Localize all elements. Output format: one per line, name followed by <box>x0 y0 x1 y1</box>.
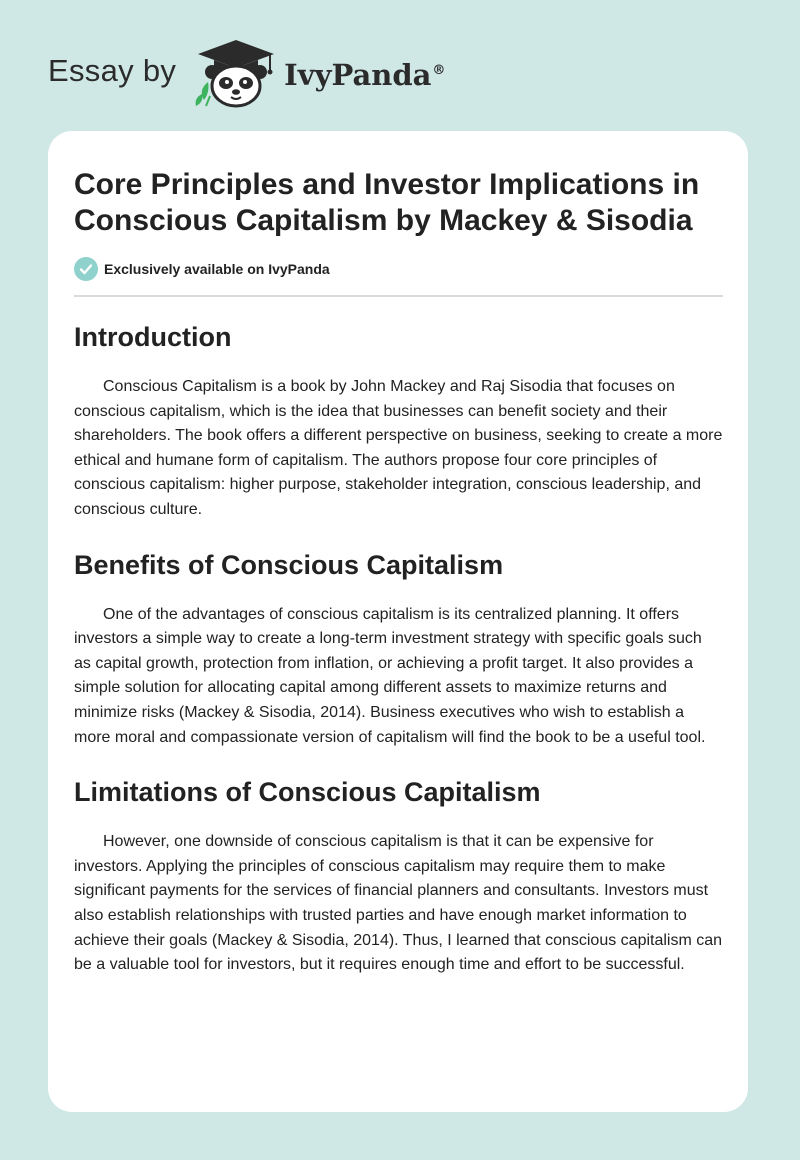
brand-header[interactable] <box>48 38 445 108</box>
essay-content <box>74 167 723 978</box>
ivypanda-logo-icon <box>190 38 282 108</box>
brand-prefix: Essay by <box>48 53 177 88</box>
essay-card <box>48 131 748 1112</box>
section-heading-benefits: Benefits of Conscious Capitalism <box>74 549 504 580</box>
section-heading-introduction: Introduction <box>74 322 232 352</box>
section-paragraph-limitations: However, one downside of conscious capitalism is that it can be expensive for investors. Applying the principles of conscious capitalism may require them to make significant payments for the services of financial planners and consultants. Investors must also establish relationships with trusted parties and have enough market information to achieve their goals (Mackey & Sisodia, 2014). Thus, I learned that conscious capitalism can be a valuable tool for investors, but it requires enough time and effort to be successful. <box>74 833 723 974</box>
essay-title: Core Principles and Investor Implications in Conscious Capitalism by Mackey & Sisodia <box>74 168 700 237</box>
section-paragraph-benefits: One of the advantages of conscious capitalism is its centralized planning. It offers investors a simple way to create a long-term investment strategy with specific goals such as capital growth, protection from inflation, or achieving a profit target. It also provides a simple solution for allocating capital among different assets to maximize returns and minimize risks (Mackey & Sisodia, 2014). Business executives who wish to establish a more moral and compassionate version of capitalism will find the book to be a useful tool. <box>74 605 706 746</box>
check-circle-icon <box>74 257 98 281</box>
section-heading-limitations: Limitations of Conscious Capitalism <box>74 777 541 808</box>
exclusive-badge <box>74 257 723 281</box>
registered-mark: ® <box>432 63 446 79</box>
exclusive-label: Exclusively available on IvyPanda <box>104 261 330 277</box>
brand-name: IvyPanda® <box>284 58 446 92</box>
title-divider <box>74 295 723 297</box>
section-paragraph-introduction: Conscious Capitalism is a book by John Mackey and Raj Sisodia that focuses on conscious capitalism, which is the idea that businesses can benefit society and their shareholders. The book offers a different perspective on business, seeking to create a more ethical and humane form of capitalism. The authors propose four core principles of conscious capitalism: higher purpose, stakeholder integration, conscious leadership, and conscious culture. <box>74 378 723 518</box>
